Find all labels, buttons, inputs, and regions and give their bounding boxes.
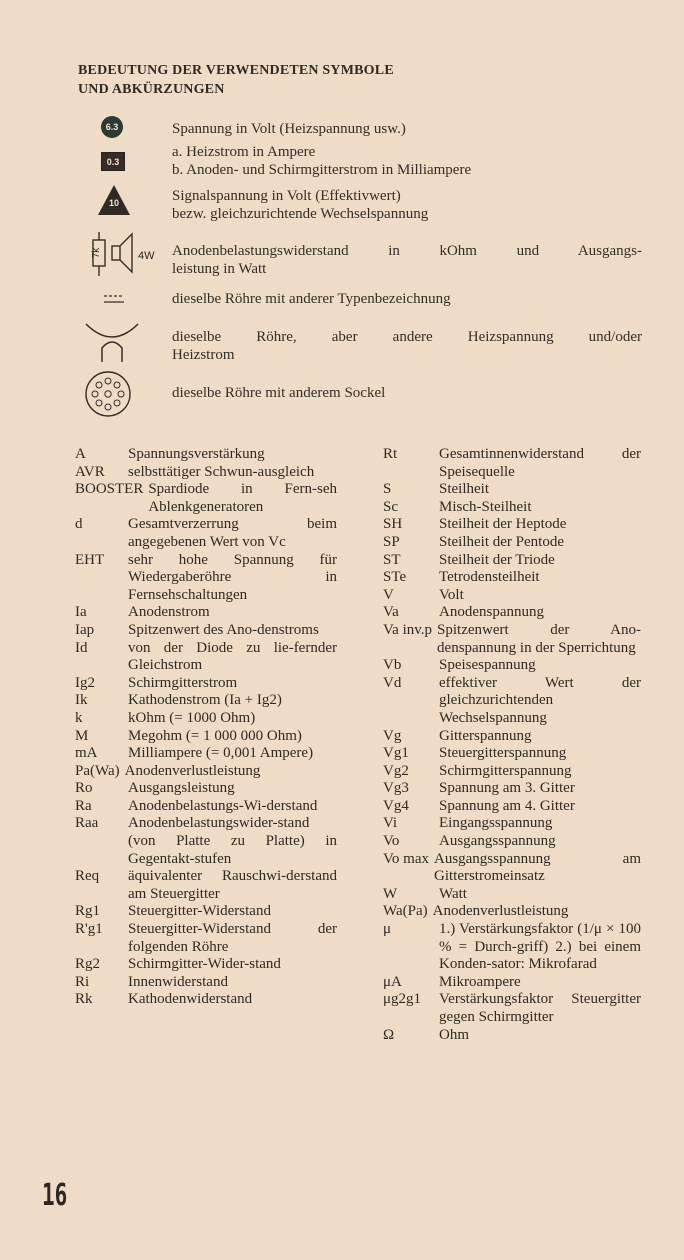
abbreviation-entry — [383, 481, 641, 499]
abbreviation-description: Spannungsverstärkung — [128, 446, 265, 462]
legend-text: dieselbe Röhre mit anderem Sockel — [172, 385, 386, 401]
abbreviation-description: Kathodenstrom (Ia + Ig2) — [128, 692, 282, 709]
abbreviation-term: Raa — [75, 815, 99, 832]
abbreviation-entry — [75, 745, 337, 763]
abbreviation-description: Spitzenwert der Ano-denspannung in der Sperrichtung — [437, 621, 641, 656]
abbreviation-entry — [383, 1027, 641, 1045]
abbreviation-entry — [383, 552, 641, 570]
abbreviation-description: Watt — [439, 885, 467, 902]
abbreviation-term: SH — [383, 516, 403, 533]
abbreviation-entry — [383, 886, 641, 904]
legend-text: dieselbe Röhre, aber andere Heizspannung und/oder Heizstrom — [172, 329, 642, 363]
abbreviation-entry — [383, 728, 641, 746]
abbreviation-description: Schirmgitterstrom — [128, 674, 238, 691]
abbreviation-term: Rk — [75, 991, 93, 1008]
abbreviation-entry — [383, 991, 641, 1026]
abbreviation-description: Gesamtverzerrung beim angegebenen Wert von Vc — [128, 516, 337, 550]
abbreviation-description: Ausgangsspannung am Gitterstromeinsatz — [433, 850, 641, 885]
abbreviation-description: Volt — [439, 586, 464, 603]
abbreviation-term: Rg2 — [75, 956, 101, 973]
abbreviation-entry — [75, 640, 337, 675]
abbreviation-entry — [75, 516, 337, 551]
abbreviation-entry — [383, 815, 641, 833]
abbreviation-term: W — [383, 885, 398, 902]
abbreviation-term: BOOSTER — [75, 481, 144, 498]
abbreviation-entry — [383, 499, 641, 517]
abbreviation-description: Eingangsspannung — [439, 815, 553, 832]
resistor-speaker-icon — [90, 230, 160, 278]
abbreviation-description: selbsttätiger Schwun-ausgleich — [128, 463, 315, 480]
abbreviation-term: Vg4 — [383, 797, 409, 814]
abbreviation-description: Misch-Steilheit — [439, 498, 532, 515]
abbreviation-description: Steilheit der Heptode — [439, 516, 567, 533]
abbreviation-entry — [383, 534, 641, 552]
abbreviation-entry — [75, 903, 337, 921]
abbreviation-term: Ig2 — [75, 674, 95, 691]
abbreviation-term: Ik — [75, 692, 88, 709]
equivalent-icon — [101, 292, 127, 306]
abbreviation-term: Ia — [75, 604, 87, 621]
abbreviation-entry — [383, 657, 641, 675]
abbreviation-description: Gitterspannung — [439, 727, 532, 744]
legend-text: dieselbe Röhre mit anderer Typenbezeichnung — [172, 291, 451, 307]
abbreviation-description: Innenwiderstand — [128, 973, 228, 990]
legend-text: a. Heizstrom in Ampere b. Anoden- und Schirmgitterstrom in Milliampere — [172, 144, 472, 178]
abbreviation-term: Vg — [383, 727, 402, 744]
abbreviation-entry — [383, 675, 641, 728]
abbreviation-entry — [75, 921, 337, 956]
abbreviation-entry — [383, 903, 641, 921]
abbreviation-description: Steilheit der Triode — [439, 551, 555, 568]
abbreviation-entry — [383, 604, 641, 622]
abbreviation-entry — [383, 622, 641, 657]
abbreviation-description: Anodenverlustleistung — [432, 903, 569, 920]
abbreviation-term: Vb — [383, 657, 402, 674]
legend-text: Spannung in Volt (Heizspannung usw.) — [172, 121, 406, 137]
abbreviations-left-column — [75, 446, 337, 1009]
abbreviations-right-column — [383, 446, 641, 1044]
abbreviation-entry — [383, 974, 641, 992]
triangle-badge-icon: 10 — [97, 184, 131, 216]
abbreviation-description: Spannung am 4. Gitter — [439, 797, 575, 814]
heading-line-2: UND ABKÜRZUNGEN — [78, 82, 225, 97]
abbreviation-description: effektiver Wert der gleichzurichtenden Wechselspannung — [439, 674, 641, 726]
abbreviation-entry — [383, 446, 641, 481]
abbreviation-description: Steuergitter-Widerstand der folgenden Röhre — [128, 921, 337, 955]
abbreviation-description: Mikroampere — [439, 973, 521, 990]
abbreviation-description: Tetrodensteilheit — [439, 569, 540, 586]
legend-text: Signalspannung in Volt (Effektivwert) bezw. gleichzurichtende Wechselspannung — [172, 188, 429, 222]
abbreviation-term: Va — [383, 604, 399, 621]
abbreviation-entry — [75, 464, 337, 482]
abbreviation-entry — [75, 604, 337, 622]
abbreviation-description: Ausgangsleistung — [128, 780, 235, 797]
abbreviation-term: Id — [75, 639, 88, 656]
abbreviation-term: Iap — [75, 621, 95, 638]
abbreviation-description: Spardiode in Fern-seh Ablenkgeneratoren — [148, 481, 337, 515]
square-badge-icon: 0.3 — [101, 152, 125, 171]
abbreviation-entry — [75, 991, 337, 1009]
abbreviation-term: S — [383, 481, 392, 498]
abbreviation-entry — [75, 974, 337, 992]
abbreviation-description: sehr hohe Spannung für Wiedergaberöhre in Fernsehschaltungen — [128, 551, 337, 603]
abbreviation-description: kOhm (= 1000 Ohm) — [128, 709, 256, 726]
abbreviation-term: Rg1 — [75, 903, 101, 920]
abbreviation-description: Kathodenwiderstand — [128, 991, 253, 1008]
abbreviation-description: 1.) Verstärkungsfaktor (1/μ × 100 % = Durch-griff) 2.) bei einem Konden-sator: Mikrofarad — [439, 921, 641, 973]
abbreviation-term: k — [75, 709, 83, 726]
page-heading — [78, 61, 598, 99]
abbreviation-description: Anodenbelastungswider-stand (von Platte zu Platte) in Gegentakt-stufen — [128, 815, 337, 867]
abbreviation-entry — [75, 692, 337, 710]
abbreviation-description: Steuergitterspannung — [439, 745, 567, 762]
abbreviation-entry — [383, 798, 641, 816]
abbreviation-entry — [383, 921, 641, 974]
abbreviation-description: Ausgangsspannung — [439, 833, 556, 850]
abbreviation-term: V — [383, 586, 394, 603]
abbreviation-term: Wa(Pa) — [383, 903, 428, 920]
abbreviation-description: Steilheit — [439, 481, 489, 498]
abbreviation-description: Gesamtinnenwiderstand der Speisequelle — [439, 446, 641, 480]
abbreviation-description: Verstärkungsfaktor Steuergitter gegen Schirmgitter — [439, 991, 641, 1025]
abbreviation-entry — [75, 780, 337, 798]
power-value: 4W — [138, 250, 155, 262]
abbreviation-term: Vo max — [383, 850, 429, 867]
abbreviation-term: ST — [383, 551, 401, 568]
abbreviation-entry — [75, 956, 337, 974]
abbreviation-description: Ohm — [439, 1026, 469, 1043]
abbreviation-term: Vd — [383, 674, 402, 691]
abbreviation-description: Spitzenwert des Ano-denstroms — [128, 621, 319, 638]
abbreviation-entry — [75, 868, 337, 903]
abbreviation-term: Vi — [383, 815, 398, 832]
abbreviation-term: d — [75, 516, 83, 533]
page-number: 16 — [42, 1178, 68, 1213]
abbreviation-description: Speisespannung — [439, 657, 536, 674]
abbreviation-entry — [383, 569, 641, 587]
abbreviation-term: μ — [383, 921, 392, 938]
abbreviation-term: Vg3 — [383, 780, 409, 797]
abbreviation-term: SP — [383, 533, 400, 550]
abbreviation-description: Megohm (= 1 000 000 Ohm) — [128, 727, 302, 744]
abbreviation-entry — [75, 446, 337, 464]
socket-icon — [84, 370, 132, 418]
abbreviation-entry — [75, 728, 337, 746]
abbreviation-term: Sc — [383, 498, 398, 515]
abbreviation-entry — [383, 851, 641, 886]
abbreviation-term: Pa(Wa) — [75, 762, 120, 779]
abbreviation-entry — [75, 710, 337, 728]
abbreviation-term: Ri — [75, 973, 90, 990]
legend-text: Anodenbelastungswiderstand in kOhm und Ausgangs- leistung in Watt — [172, 243, 642, 277]
abbreviation-entry — [383, 833, 641, 851]
abbreviation-description: äquivalenter Rauschwi-derstand am Steuergitter — [128, 868, 337, 902]
abbreviation-entry — [75, 481, 337, 516]
abbreviation-term: Vg1 — [383, 745, 409, 762]
abbreviation-term: Ω — [383, 1026, 395, 1043]
abbreviation-entry — [383, 745, 641, 763]
abbreviation-entry — [75, 798, 337, 816]
abbreviation-entry — [75, 675, 337, 693]
abbreviation-term: A — [75, 446, 86, 462]
abbreviation-term: Vg2 — [383, 762, 409, 779]
resistor-value: 7k — [91, 247, 102, 259]
abbreviation-term: R'g1 — [75, 921, 103, 938]
abbreviation-description: Milliampere (= 0,001 Ampere) — [128, 745, 314, 762]
abbreviation-description: von der Diode zu lie-fernder Gleichstrom — [128, 639, 337, 674]
abbreviation-term: Vo — [383, 833, 400, 850]
abbreviation-term: STe — [383, 569, 407, 586]
abbreviation-term: Ro — [75, 780, 93, 797]
abbreviation-entry — [383, 763, 641, 781]
heading-line-1: BEDEUTUNG DER VERWENDETEN SYMBOLE — [78, 63, 394, 78]
abbreviation-term: Req — [75, 868, 100, 885]
abbreviation-entry — [75, 552, 337, 605]
abbreviation-description: Schirmgitter-Wider-stand — [128, 956, 281, 973]
abbreviation-term: Ra — [75, 797, 92, 814]
abbreviation-description: Anodenverlustleistung — [124, 762, 261, 779]
abbreviation-entry — [383, 780, 641, 798]
abbreviation-description: Anodenbelastungs-Wi-derstand — [128, 797, 318, 814]
abbreviation-entry — [383, 516, 641, 534]
abbreviation-description: Anodenspannung — [439, 604, 544, 621]
abbreviation-term: Rt — [383, 446, 398, 462]
abbreviation-entry — [75, 622, 337, 640]
abbreviation-description: Anodenstrom — [128, 604, 210, 621]
abbreviation-entry — [75, 763, 337, 781]
abbreviation-term: μg2g1 — [383, 991, 422, 1008]
abbreviation-term: M — [75, 727, 89, 744]
abbreviation-term: μA — [383, 973, 402, 990]
abbreviation-term: EHT — [75, 551, 105, 568]
abbreviation-description: Spannung am 3. Gitter — [439, 780, 575, 797]
abbreviation-term: AVR — [75, 463, 105, 480]
abbreviation-description: Steuergitter-Widerstand — [128, 903, 271, 920]
abbreviation-term: Va inv.p — [383, 621, 433, 638]
abbreviation-description: Schirmgitterspannung — [439, 762, 572, 779]
filament-icon — [84, 322, 140, 364]
circle-badge-icon: 6.3 — [101, 116, 123, 138]
abbreviation-entry — [383, 587, 641, 605]
abbreviation-description: Steilheit der Pentode — [439, 533, 564, 550]
abbreviation-entry — [75, 815, 337, 868]
abbreviation-term: mA — [75, 745, 98, 762]
